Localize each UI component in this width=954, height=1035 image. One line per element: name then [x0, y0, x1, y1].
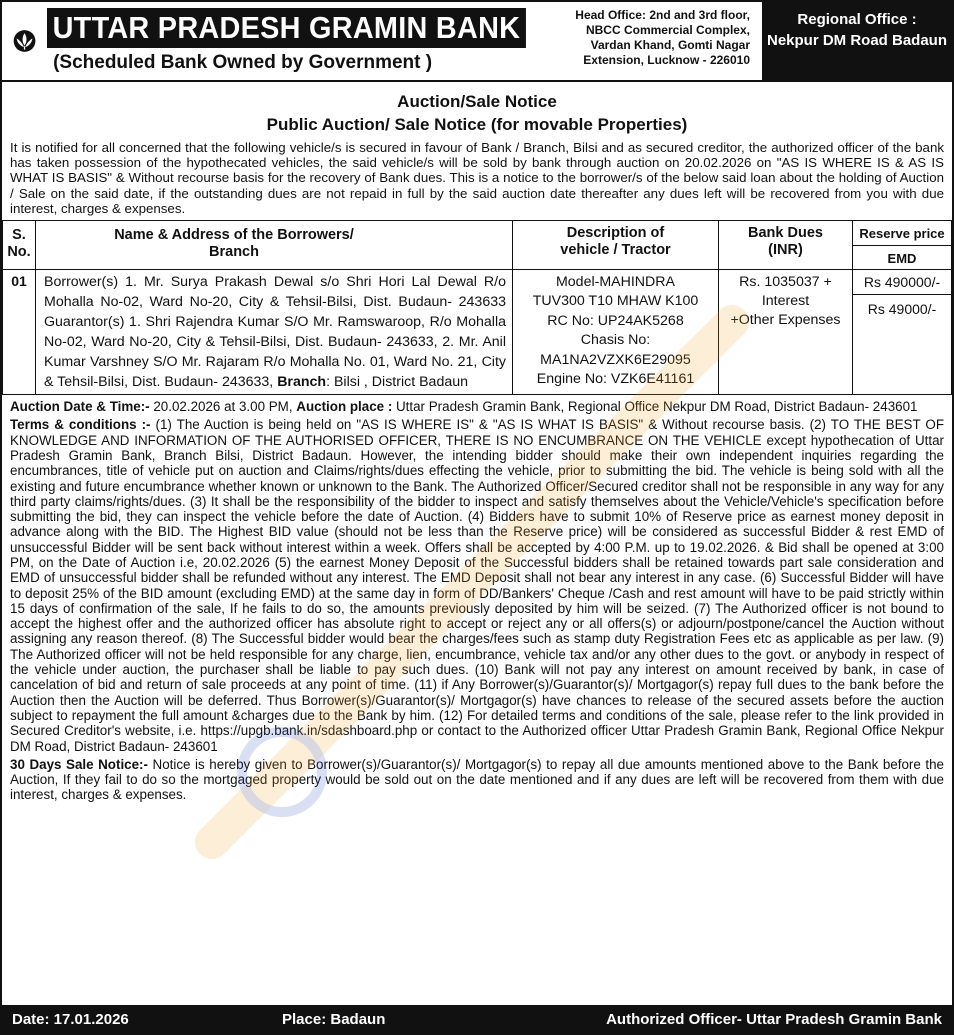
regional-office-value: Nekpur DM Road Badaun	[766, 32, 947, 49]
vehicle-line: TUV300 T10 MHAW K100	[532, 293, 699, 310]
terms-label: Terms & conditions :-	[10, 417, 151, 433]
emd-amount: Rs 49000/-	[867, 301, 937, 318]
vehicle-line: RC No: UP24AK5268	[547, 312, 684, 329]
notice-titles	[2, 82, 952, 136]
bank-name: UTTAR PRADESH GRAMIN BANK	[47, 8, 526, 48]
footer-date: Date: 17.01.2026	[12, 1010, 129, 1028]
terms-text: (1) The Auction is being held on "AS IS WHERE IS" & "AS IS WHAT IS BASIS" & Without recourse basis. (2) TO THE BEST OF KNOWLEDGE AND INFORMATION OF THE AUTHORISED OFFICER, THERE IS NO ENCUMBRANCE ON THE VEHICLE except hypothecation of Uttar Pradesh Gramin Bank, Branch Bilsi, District Badaun. However, the intending bidder should make their own independent inquiries regarding the encumbrances, title of vehicle put on auction and Claims/rights/dues effecting the vehicle, prior to submitting the bid. The vehicle is being sold with all the existing and future encumbrance whether known or unknown to the Bank. The Authorized Officer/Secured creditor shall not be responsible in any way for any third party claims/rights/dues. (3) It shall be the responsibility of the bidder to inspect and satisfy themselves about the Vehicle/Vehicle's specification before submitting the bid, they can inspect the vehicle before the date of Auction. (4) Bidders have to submit 10% of Reserve price as earnest money deposit in advance along with the BID. The Highest BID value (should not be less than the Reserve price) will be considered as successful Bidder & rest EMD of unsuccessful Bidder will be sent back without interest within a week. Offers shall be accepted by 4:00 P.M. up to 19.02.2026. & Bid shall be opened at 3:00 PM, on the Date of Auction i.e, 20.02.2026 (5) the earnest Money Deposit of the Successful bidders shall be retained towards part sale consideration and EMD of unsuccessful bidder shall be refunded without any interest. The EMD Deposit shall not bear any interest in any case. (6) Successful Bidder will have to deposit 25% of the BID amount (excluding EMD) at the same day in form of DD/Bankers' Cheque /Cash and rest amount will have to be paid strictly within 15 days of confirmation of the sale, If he fails to do so, the amounts previously deposited by him will be seized. (7) The Authorized officer is not bound to accept the highest offer and the authorized officer has absolute right to accept or reject any or all offers(s) or adjourn/postpone/cancel the Auction without assigning any reason thereof. (8) The Successful bidder would bear the charges/fees such as stamp duty Registration Fees etc as applicable as per law. (9) The Authorized officer will not be held responsible for any charge, lien, encumbrance, vehicle tax and/or any other dues to the govt. or anybody in respect of the vehicle under auction, the purchaser shall be liable to pay such dues. (10) Bank will not pay any interest on amount received by bank, in case of cancelation of bid and return of sale proceeds at any point of time. (11) if Any Borrower(s)/Guarantor(s)/ Mortgagor(s) repay full dues to the bank before the Auction then the Auction will be deferred. Thus Borrower(s)/Guarantor(s)/ Mortgagor(s) have chances to release of the secured assets before the auction subject to repayment the full amount &charges due to the Bank by him. (12) For detailed terms and conditions of the sale, please refer to the link provided in Secured Creditor's website, i.e. https://upgb.bank.in/sdashboard.php or contact to the Authorized officer Uttar Pradesh Gramin Bank, Regional Office Nekpur DM Road, District Badaun- 243601	[10, 417, 945, 754]
regional-office-label: Regional Office :	[797, 11, 917, 28]
vehicle-line: Chasis No:	[580, 332, 651, 349]
bank-subtitle: (Scheduled Bank Owned by Government )	[53, 52, 433, 73]
vehicle-line: Engine No: VZK6E41161	[536, 371, 695, 388]
row-dues	[719, 270, 853, 395]
sale-notice-text: Notice is hereby given to Borrower(s)/Guarantor(s)/ Mortgagor(s) to repay all due amounts mentioned above to the Bank before the Auction, If they fail to do so the mortgaged property would be sold out on the date mentioned and if any dues are left will be recovered from them with due interest, charges & expenses.	[10, 756, 944, 803]
header-emd: EMD	[887, 251, 917, 267]
head-office-address	[562, 2, 762, 80]
reserve-price: Rs 490000/-	[853, 270, 951, 295]
vehicle-line: Model-MAHINDRA	[555, 274, 676, 291]
branch-label: Branch	[277, 374, 327, 391]
notice-header	[2, 2, 952, 82]
notice-title: Auction/Sale Notice	[397, 92, 557, 111]
head-office-line: Vardan Khand, Gomti Nagar	[590, 38, 750, 52]
dues-line: Interest	[761, 293, 810, 310]
row-sno: 01	[3, 270, 36, 395]
head-office-line: Head Office: 2nd and 3rd floor,	[575, 8, 750, 22]
terms-and-conditions	[10, 417, 944, 754]
regional-office	[762, 2, 952, 80]
header-desc: Description of vehicle / Tractor	[513, 221, 719, 270]
row-reserve-emd	[853, 270, 952, 395]
header-dues: Bank Dues (INR)	[719, 221, 853, 270]
notice-subtitle: Public Auction/ Sale Notice (for movable Properties)	[266, 115, 688, 134]
dues-line: Rs. 1035037 +	[739, 274, 832, 291]
bank-branding	[2, 2, 562, 80]
notice-intro: It is notified for all concerned that the following vehicle/s is secured in favour of Bank / Branch, Bilsi and as secured creditor, the authorized officer of the bank has taken possession of the hypothecated vehicles, the said vehicle/s will be sold by bank through auction on 20.02.2026 on "AS IS WHERE IS & AS IS WHAT IS BASIS" & Without recourse basis for the recovery of Bank dues. This is a notice to the borrower/s of the below said loan about the holding of Auction / Sale on the said date, if the outstanding dues are not repaid in full by the said auction date thereafter any dues left will be recovered from you with due interest, charges & expenses.	[10, 140, 944, 216]
vehicle-line: MA1NA2VZXK6E29095	[540, 351, 691, 368]
auction-table	[2, 220, 952, 395]
notice-body	[2, 395, 952, 803]
auction-date-label: Auction Date & Time:-	[10, 399, 150, 415]
table-header-row	[3, 221, 952, 270]
header-name: Name & Address of the Borrowers/ Branch	[36, 221, 513, 270]
table-row	[3, 270, 952, 395]
header-sno: S. No.	[3, 221, 36, 270]
branch-value: : Bilsi , District Badaun	[326, 374, 469, 391]
sale-notice	[10, 757, 944, 803]
dues-line: +Other Expenses	[730, 312, 841, 329]
borrower-details: Borrower(s) 1. Mr. Surya Prakash Dewal s/o Shri Hori Lal Dewal R/o Mohalla No-02, Ward No-20, City & Tehsil-Bilsi, Dist. Budaun- 243633 Guarantor(s) 1. Shri Rajendra Kumar S/O Mr. Ramswaroop, R/o Mohalla No-02, Ward No-20, City & Tehsil-Bilsi, Dist. Budaun- 243633, 2. Mr. Anil Kumar Varshney S/O Mr. Rajaram R/o Mohalla No. 01, Ward No. 21, City & Tehsil-Bilsi, Dist. Budaun- 243633,	[44, 274, 506, 391]
footer-place: Place: Badaun	[282, 1010, 386, 1028]
bank-logo-icon	[12, 7, 37, 75]
sale-notice-label: 30 Days Sale Notice:-	[10, 756, 148, 772]
auction-date-value: 20.02.2026 at 3.00 PM,	[149, 399, 297, 415]
row-borrower	[36, 270, 513, 395]
head-office-line: Extension, Lucknow - 226010	[583, 53, 750, 67]
auction-place-value: Uttar Pradesh Gramin Bank, Regional Office Nekpur DM Road, District Badaun- 243601	[392, 399, 918, 415]
header-reserve: Reserve price	[853, 221, 951, 246]
notice-footer	[2, 1005, 952, 1033]
auction-details	[10, 399, 944, 414]
footer-authorized-officer: Authorized Officer- Uttar Pradesh Gramin Bank	[606, 1010, 942, 1028]
head-office-line: NBCC Commercial Complex,	[585, 23, 750, 37]
row-vehicle	[513, 270, 719, 395]
auction-place-label: Auction place :	[296, 399, 393, 415]
header-reserve-emd	[853, 221, 952, 270]
